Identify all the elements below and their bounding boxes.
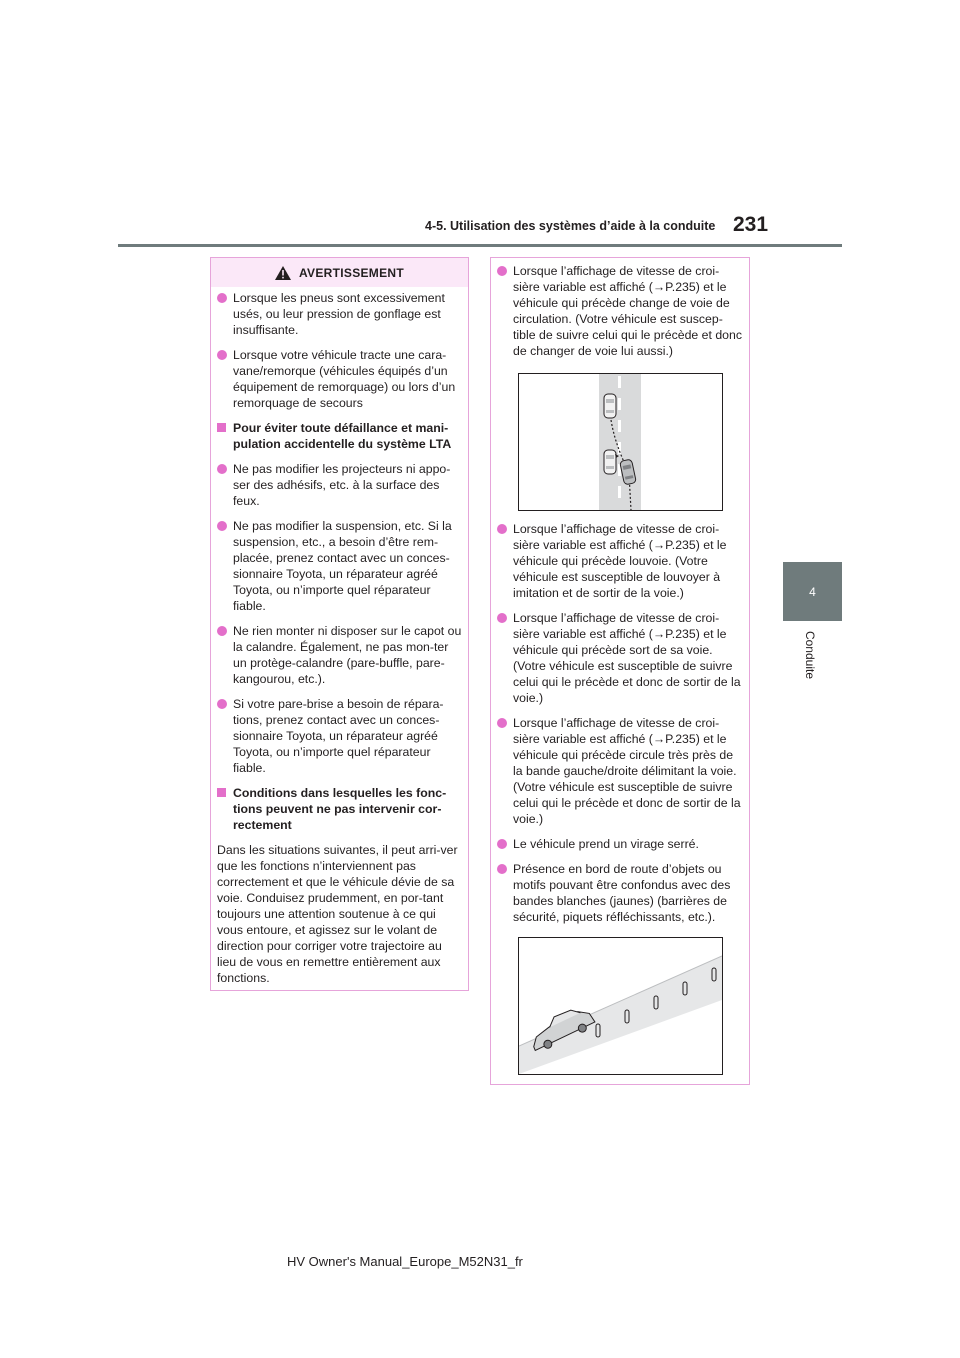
bullet-icon [217, 521, 227, 531]
bullet-icon [217, 293, 227, 303]
conditions-box [490, 257, 750, 1085]
bullet-icon [497, 864, 507, 874]
list-item-text: Lorsque les pneus sont excessivement usés, ou leur pression de gonflage est insuffisante. [233, 291, 445, 337]
list-item-text: Le véhicule prend un virage serré. [513, 837, 699, 851]
list-item-text: Ne pas modifier les projecteurs ni appo-ser des adhésifs, etc. à la surface des feux. [233, 462, 451, 508]
list-item [217, 518, 462, 614]
list-item [217, 623, 462, 687]
list-item [497, 521, 743, 601]
bullet-icon [497, 613, 507, 623]
list-item [217, 290, 462, 338]
warning-label: AVERTISSEMENT [298, 265, 405, 280]
warning-header [211, 258, 468, 287]
list-item [497, 861, 743, 925]
section-heading [217, 785, 462, 833]
roadside-poles-illustration [518, 937, 723, 1075]
list-item-text: Lorsque l’affichage de vitesse de croi-sière variable est affiché (→P.235) et le véhicule qui précède change de voie de circulation. (Votre véhicule est suscep-tible de suivre celui qui le précède et donc de changer de voie lui aussi.) [513, 264, 742, 358]
header-divider [118, 244, 842, 247]
square-bullet-icon [217, 788, 226, 797]
list-item-text: Ne pas modifier la suspension, etc. Si la suspension, etc., a besoin d’être rem-placée, prenez contact avec un conces-sionnaire Toyota, un réparateur agréé Toyota, ou n’importe quel réparateur fiable. [233, 519, 452, 613]
list-item-text: Lorsque l’affichage de vitesse de croi-sière variable est affiché (→P.235) et le véhicule qui précède sort de sa voie. (Votre véhicule est susceptible de suivre celui qui le précède et donc de sortir de la voie.) [513, 611, 741, 705]
list-item-text: Si votre pare-brise a besoin de répara-tions, prenez contact avec un conces-sionnaire Toyota, un réparateur agréé Toyota, ou n’importe quel réparateur fiable. [233, 697, 444, 775]
bullet-icon [497, 266, 507, 276]
chapter-number: 4 [809, 584, 816, 599]
bullet-icon [497, 839, 507, 849]
list-item-text: Lorsque l’affichage de vitesse de croi-sière variable est affiché (→P.235) et le véhicule qui précède circule très près de la bande gauche/droite délimitant la voie. (Votre véhicule est susceptible de suivre celui qui le précède et donc de sortir de la voie.) [513, 716, 741, 826]
list-item-text: Lorsque votre véhicule tracte une cara-vane/remorque (véhicules équipés d’un équipement de remorquage) ou lors d’un remorquage de secours [233, 348, 456, 410]
section-title: 4-5. Utilisation des systèmes d’aide à la conduite [425, 219, 716, 233]
bullet-icon [497, 524, 507, 534]
chapter-label [800, 628, 822, 688]
heading-text: Pour éviter toute défaillance et mani-pulation accidentelle du système LTA [233, 421, 452, 451]
list-item [217, 461, 462, 509]
bullet-icon [497, 718, 507, 728]
lane-change-illustration [518, 373, 723, 511]
list-item [217, 347, 462, 411]
warning-box [210, 257, 469, 991]
heading-text: Conditions dans lesquelles les fonc-tions peuvent ne pas intervenir cor-rectement [233, 786, 447, 832]
bullet-icon [217, 626, 227, 636]
list-item-text: Présence en bord de route d’objets ou motifs pouvant être confondus avec des bandes blanches (jaunes) (barrières de sécurité, piquets réfléchissants, etc.). [513, 862, 731, 924]
list-item [217, 696, 462, 776]
page-number: 231 [733, 213, 769, 236]
list-item-text: Ne rien monter ni disposer sur le capot ou la calandre. Également, ne pas mon-ter un protège-calandre (pare-buffle, pare-kangourou, etc.). [233, 624, 462, 686]
bullet-icon [217, 464, 227, 474]
chapter-label-text: Conduite [803, 630, 817, 680]
body-paragraph: Dans les situations suivantes, il peut arri-ver que les fonctions n’interviennent pas correctement et que le véhicule dévie de sa voie. Conduisez prudemment, en por-tant toujours une attention soutenue à ce qui vous entoure, et agissez sur le volant de direction pour corriger votre trajectoire au lieu de vous en remettre entièrement aux fonctions. [217, 843, 458, 985]
chapter-tab [783, 562, 842, 621]
warning-triangle-icon [275, 266, 291, 280]
list-item [497, 610, 743, 706]
bullet-icon [217, 350, 227, 360]
footer-text: HV Owner's Manual_Europe_M52N31_fr [287, 1254, 523, 1269]
list-item-text: Lorsque l’affichage de vitesse de croi-sière variable est affiché (→P.235) et le véhicule qui précède louvoie. (Votre véhicule est susceptible de louvoyer à imitation et de sortir de la voie.) [513, 522, 727, 600]
section-heading [217, 420, 462, 452]
list-item [497, 715, 743, 827]
list-item [497, 263, 743, 359]
square-bullet-icon [217, 423, 226, 432]
list-item [497, 836, 743, 852]
bullet-icon [217, 699, 227, 709]
